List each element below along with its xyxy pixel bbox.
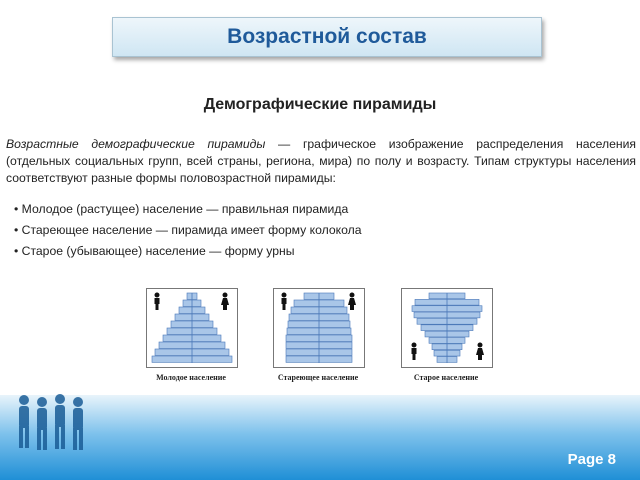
page-number: Page 8 — [567, 451, 616, 468]
title-box — [112, 17, 542, 57]
pyramid-aging — [273, 288, 365, 368]
female-figure-icon — [221, 293, 229, 311]
pyramid-young — [146, 288, 238, 368]
pyramid-caption-young: Молодое население — [156, 373, 226, 382]
definition-paragraph — [6, 136, 636, 187]
pyramid-caption-old: Старое население — [413, 373, 479, 382]
male-figure-icon — [155, 293, 160, 311]
female-figure-icon — [348, 293, 356, 311]
bullet-item: • Молодое (растущее) население — правильная пирамида — [14, 201, 614, 222]
female-figure-icon — [476, 343, 484, 361]
bullet-list — [14, 201, 614, 264]
male-figure-icon — [282, 293, 287, 311]
male-figure-icon — [412, 343, 417, 361]
definition-text: — графическое изображение распределения населения (отдельных социальных групп, всей страны, региона, мира) по полу и возрасту. Типам структуры населения соответствуют разные формы половозрастной пирамиды: — [6, 137, 636, 185]
section-heading: Демографические пирамиды — [203, 96, 437, 113]
definition-term: Возрастные демографические пирамиды — [6, 137, 266, 151]
bullet-item: • Стареющее население — пирамида имеет форму колокола — [14, 222, 614, 243]
slide-title: Возрастной состав — [227, 25, 427, 48]
people-silhouettes-icon — [10, 392, 100, 462]
pyramid-old — [401, 288, 493, 368]
pyramid-caption-aging: Стареющее население — [277, 373, 359, 382]
bullet-item: • Старое (убывающее) население — форму урны — [14, 243, 614, 264]
